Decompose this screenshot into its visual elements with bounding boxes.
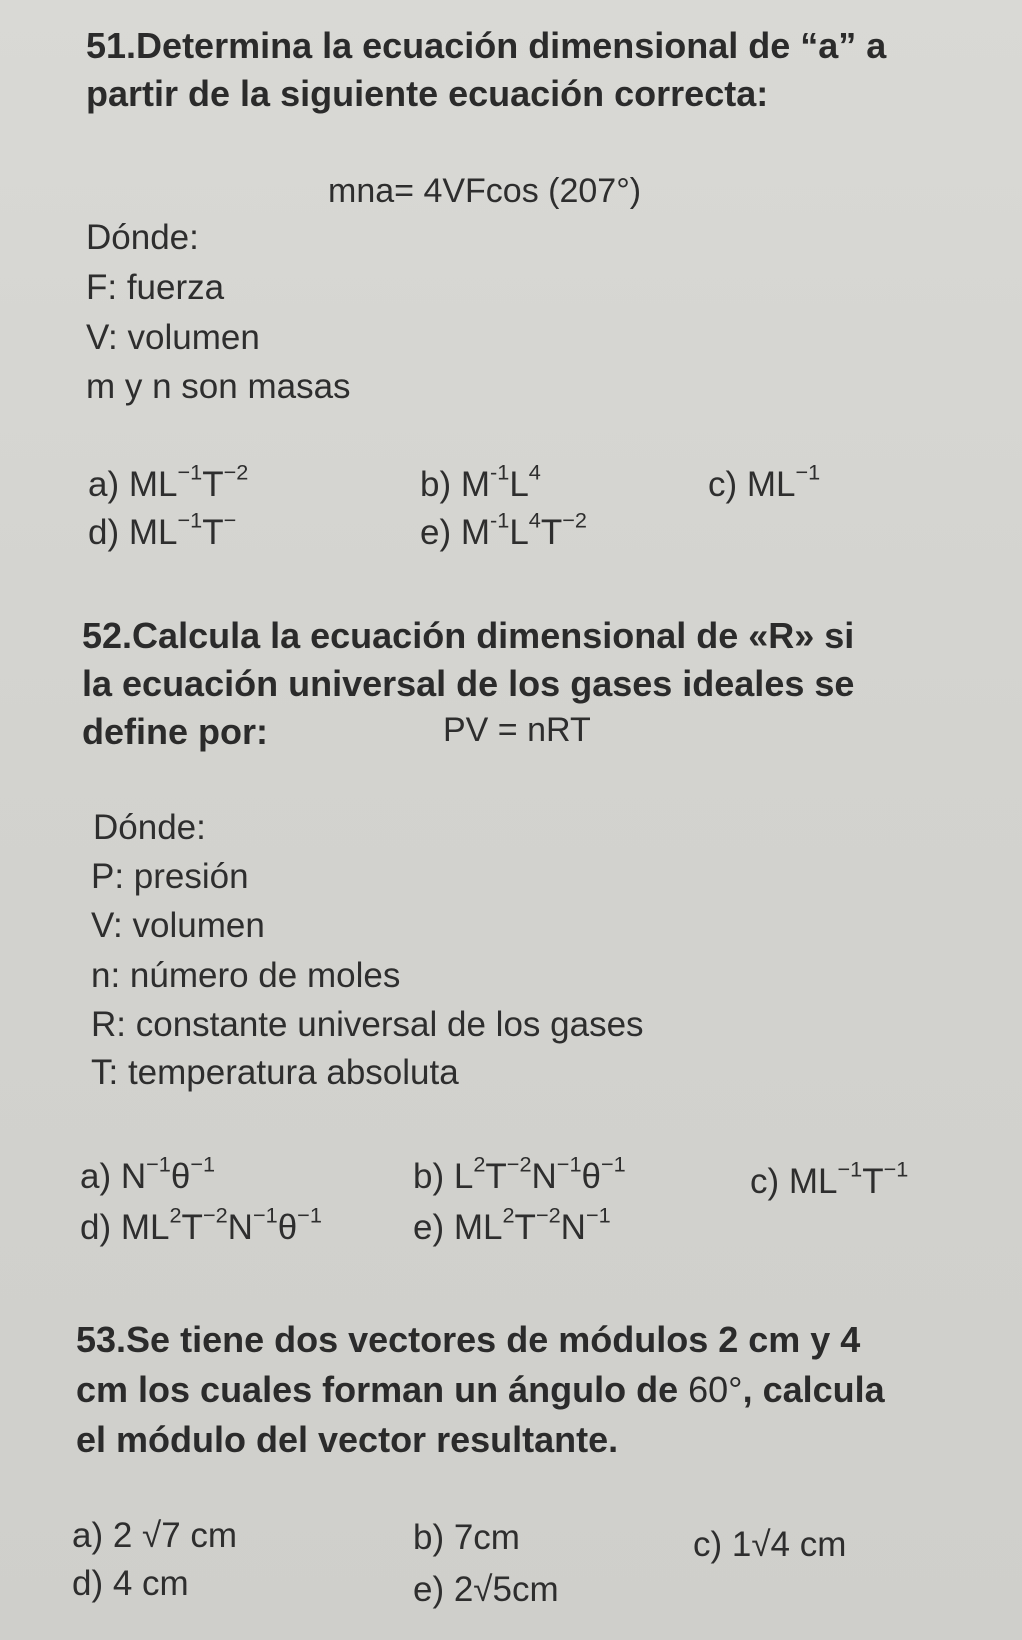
q51-title-line2: partir de la siguiente ecuación correcta: [86,73,769,114]
q52-option-a[interactable]: a) $N^{-1}\theta^{-1}$ [80,1151,216,1196]
q51-donde-label: Dónde: [86,218,199,257]
q51-option-b[interactable]: b) $M^{-1}L^4$ [420,459,541,504]
q52-option-c[interactable]: c) $ML^{-1}T^{-1}$ [750,1156,909,1201]
q51-equation: mna= 4VFcos (207°) [328,172,642,210]
q52-donde-label: Dónde: [93,808,206,847]
q53-option-b[interactable]: b) 7cm [413,1518,520,1557]
q52-title-line3: define por: [82,711,268,752]
q53-option-a[interactable]: a) 2 √7 cm [72,1516,238,1555]
q53-title-line3: el módulo del vector resultante. [76,1419,619,1460]
q51-option-e[interactable]: e) $M^{-1}L^4T^{-2}$ [420,507,587,552]
q52-title-line2: la ecuación universal de los gases ideales se [82,663,855,704]
q52-option-b[interactable]: b) $L^2T^{-2}N^{-1}\theta^{-1}$ [413,1151,626,1196]
q51-option-c[interactable]: c) $ML^{-1}$ [708,459,821,504]
q52-def-volumen: V: volumen [91,906,265,945]
q51-option-a[interactable]: a) $ML^{-1}T^{-2}$ [88,459,249,504]
q52-equation: PV = nRT [443,711,591,749]
q52-option-e[interactable]: e) $ML^2T^{-2}N^{-1}$ [413,1202,611,1247]
q53-option-e[interactable]: e) 2√5cm [413,1570,559,1609]
q53-title-line2: cm los cuales forman un ángulo de 60°, calcula [76,1369,885,1410]
q51-def-volumen: V: volumen [86,318,260,357]
q52-def-moles: n: número de moles [91,956,401,995]
q52-def-constante: R: constante universal de los gases [91,1005,644,1044]
q52-title-line1: 52.Calcula la ecuación dimensional de «R» si [82,615,855,656]
q53-option-d[interactable]: d) 4 cm [72,1564,189,1603]
q52-def-presion: P: presión [91,857,249,896]
q52-option-d[interactable]: d) $ML^2T^{-2}N^{-1}\theta^{-1}$ [80,1202,322,1247]
q52-def-temperatura: T: temperatura absoluta [91,1053,459,1092]
q53-option-c[interactable]: c) 1√4 cm [693,1525,847,1564]
q51-def-fuerza: F: fuerza [86,268,225,307]
q51-option-d[interactable]: d) $ML^{-1}T^-$ [88,507,237,552]
q51-title-line1: 51.Determina la ecuación dimensional de “a” a [86,25,887,66]
q51-def-masas: m y n son masas [86,367,351,406]
q53-title-line1: 53.Se tiene dos vectores de módulos 2 cm y 4 [76,1319,861,1360]
